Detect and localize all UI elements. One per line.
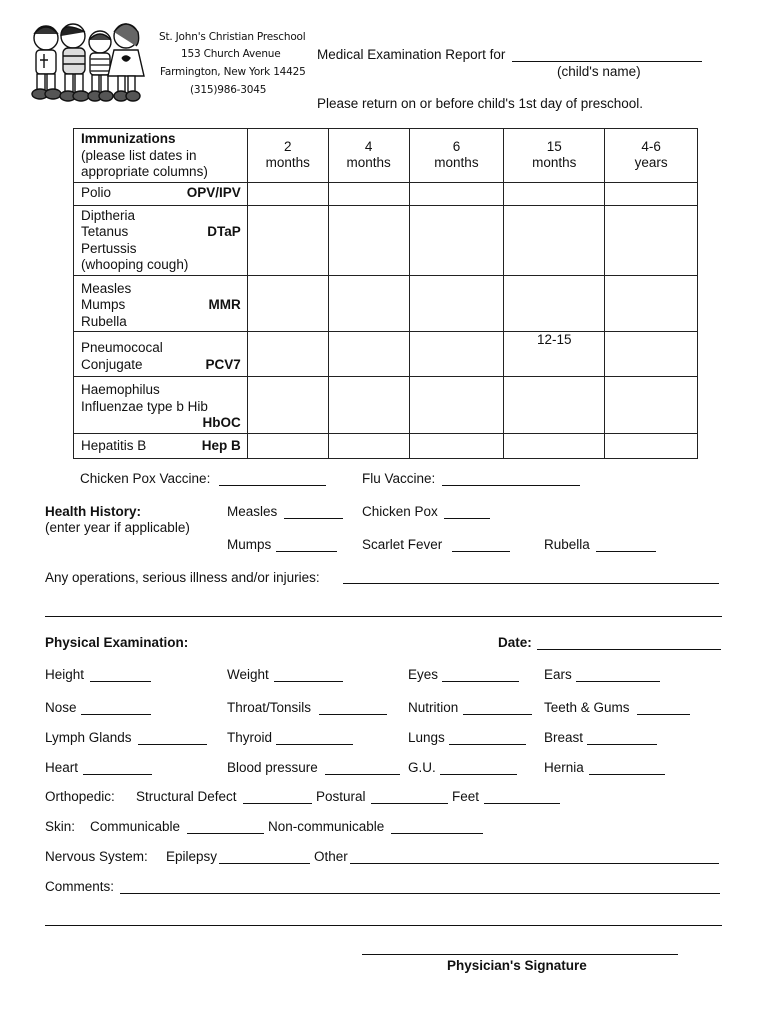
school-city: Farmington, New York 14425 [160, 66, 306, 78]
immunization-header-title: Immunizations [81, 131, 176, 146]
column-4-6-years: 4-6 years [605, 129, 698, 183]
orthopedic-label: Orthopedic: [45, 789, 115, 804]
date-cell[interactable] [328, 275, 409, 332]
column-2-months: 2 months [247, 129, 328, 183]
thyroid-field[interactable] [276, 744, 353, 745]
vaccine-hboc: Haemophilus Influenzae type b Hib HbOC [74, 377, 248, 434]
children-logo [26, 12, 148, 104]
operations-label: Any operations, serious illness and/or injuries: [45, 570, 320, 585]
nutrition-field[interactable] [463, 714, 532, 715]
measles-field[interactable] [284, 518, 343, 519]
nutrition-label: Nutrition [408, 700, 459, 715]
table-row [74, 332, 698, 377]
gu-label: G.U. [408, 760, 436, 775]
operations-field[interactable] [343, 583, 719, 584]
column-15-months: 15 months [504, 129, 605, 183]
postural-label: Postural [316, 789, 366, 804]
immunization-header-cell [74, 129, 248, 183]
blood-pressure-label: Blood pressure [227, 760, 318, 775]
signature-label: Physician's Signature [447, 958, 587, 973]
vaccine-pcv7: Pneumococal Conjugate PCV7 [74, 332, 248, 377]
date-cell[interactable] [409, 182, 504, 205]
eyes-field[interactable] [442, 681, 519, 682]
date-cell[interactable] [247, 205, 328, 275]
rubella-field[interactable] [596, 551, 656, 552]
comments-field-2[interactable] [45, 925, 722, 926]
child-name-field[interactable] [512, 61, 702, 62]
school-street: 153 Church Avenue [181, 48, 281, 60]
throat-field[interactable] [319, 714, 387, 715]
eyes-label: Eyes [408, 667, 439, 682]
date-field[interactable] [537, 649, 721, 650]
lungs-field[interactable] [449, 744, 526, 745]
date-cell[interactable] [605, 205, 698, 275]
other-field[interactable] [350, 863, 719, 864]
date-cell[interactable] [504, 275, 605, 332]
breast-field[interactable] [587, 744, 657, 745]
date-cell[interactable] [504, 377, 605, 434]
chicken-pox-vaccine-label: Chicken Pox Vaccine: [80, 471, 211, 486]
return-note: Please return on or before child's 1st day of preschool. [317, 96, 644, 111]
throat-label: Throat/Tonsils [227, 700, 312, 715]
date-cell[interactable] [409, 377, 504, 434]
health-history-subtitle: (enter year if applicable) [45, 520, 190, 535]
breast-label: Breast [544, 730, 584, 745]
report-title: Medical Examination Report for [317, 47, 506, 62]
rubella-label: Rubella [544, 537, 590, 552]
chicken-pox-vaccine-field[interactable] [219, 485, 326, 486]
date-cell[interactable] [409, 275, 504, 332]
ears-field[interactable] [576, 681, 660, 682]
blood-pressure-field[interactable] [325, 774, 400, 775]
date-cell[interactable] [605, 182, 698, 205]
school-name: St. John's Christian Preschool [159, 31, 306, 43]
heart-label: Heart [45, 760, 79, 775]
hernia-field[interactable] [589, 774, 665, 775]
height-label: Height [45, 667, 85, 682]
teeth-field[interactable] [637, 714, 690, 715]
date-cell[interactable] [247, 433, 328, 458]
communicable-field[interactable] [187, 833, 264, 834]
pcv7-15-month-note[interactable]: 12-15 [504, 332, 605, 377]
date-cell[interactable] [328, 377, 409, 434]
skin-label: Skin: [45, 819, 76, 834]
date-cell[interactable] [605, 377, 698, 434]
non-communicable-label: Non-communicable [268, 819, 385, 834]
other-label: Other [314, 849, 348, 864]
comments-label: Comments: [45, 879, 115, 894]
school-phone: (315)986-3045 [190, 84, 267, 96]
flu-vaccine-field[interactable] [442, 485, 580, 486]
date-cell[interactable] [504, 182, 605, 205]
operations-field-2[interactable] [45, 616, 722, 617]
heart-field[interactable] [83, 774, 152, 775]
nose-field[interactable] [81, 714, 151, 715]
postural-field[interactable] [371, 803, 448, 804]
scarlet-fever-label: Scarlet Fever [362, 537, 443, 552]
date-cell[interactable] [409, 433, 504, 458]
chicken-pox-label: Chicken Pox [362, 504, 438, 519]
date-cell[interactable] [409, 205, 504, 275]
vaccine-dtap: Diptheria Tetanus DTaP Pertussis (whooping cough) [74, 205, 248, 275]
table-row [74, 275, 698, 332]
date-cell[interactable] [328, 332, 409, 377]
lymph-field[interactable] [138, 744, 207, 745]
comments-field[interactable] [120, 893, 720, 894]
date-cell[interactable] [504, 433, 605, 458]
table-row [74, 205, 698, 275]
vaccine-mmr: Measles Mumps MMR Rubella [74, 275, 248, 332]
date-cell[interactable] [247, 275, 328, 332]
date-cell[interactable] [605, 275, 698, 332]
date-cell[interactable] [247, 377, 328, 434]
immunization-header-note: appropriate columns) [81, 164, 208, 179]
teeth-label: Teeth & Gums [544, 700, 630, 715]
date-label: Date: [498, 635, 532, 650]
structural-defect-field[interactable] [243, 803, 312, 804]
vaccine-polio: Polio OPV/IPV [74, 182, 248, 205]
child-name-caption: (child's name) [557, 64, 641, 79]
date-cell[interactable] [504, 205, 605, 275]
structural-defect-label: Structural Defect [136, 789, 237, 804]
date-cell[interactable] [605, 433, 698, 458]
hernia-label: Hernia [544, 760, 584, 775]
weight-label: Weight [227, 667, 269, 682]
table-row [74, 377, 698, 434]
measles-label: Measles [227, 504, 278, 519]
nose-label: Nose [45, 700, 77, 715]
table-row [74, 182, 698, 205]
chicken-pox-field[interactable] [444, 518, 490, 519]
communicable-label: Communicable [90, 819, 181, 834]
non-communicable-field[interactable] [391, 833, 483, 834]
thyroid-label: Thyroid [227, 730, 273, 745]
mumps-label: Mumps [227, 537, 272, 552]
date-cell[interactable] [247, 332, 328, 377]
epilepsy-label: Epilepsy [166, 849, 218, 864]
feet-field[interactable] [484, 803, 560, 804]
epilepsy-field[interactable] [219, 863, 310, 864]
vaccine-hepb: Hepatitis B Hep B [74, 433, 248, 458]
scarlet-fever-field[interactable] [452, 551, 510, 552]
health-history-title: Health History: [45, 504, 142, 519]
date-cell[interactable] [328, 433, 409, 458]
immunization-header-note: (please list dates in [81, 147, 197, 163]
nervous-system-label: Nervous System: [45, 849, 148, 864]
flu-vaccine-label: Flu Vaccine: [362, 471, 436, 486]
date-cell[interactable] [605, 332, 698, 377]
date-cell[interactable] [328, 182, 409, 205]
physical-exam-title: Physical Examination: [45, 635, 189, 650]
date-cell[interactable] [409, 332, 504, 377]
lymph-label: Lymph Glands [45, 730, 132, 745]
immunization-table [73, 128, 698, 459]
weight-field[interactable] [274, 681, 343, 682]
signature-field[interactable] [362, 954, 678, 955]
lungs-label: Lungs [408, 730, 445, 745]
column-6-months: 6 months [409, 129, 504, 183]
date-cell[interactable] [328, 205, 409, 275]
gu-field[interactable] [440, 774, 517, 775]
date-cell[interactable] [247, 182, 328, 205]
height-field[interactable] [90, 681, 151, 682]
mumps-field[interactable] [276, 551, 337, 552]
table-row [74, 433, 698, 458]
column-4-months: 4 months [328, 129, 409, 183]
feet-label: Feet [452, 789, 480, 804]
ears-label: Ears [544, 667, 572, 682]
